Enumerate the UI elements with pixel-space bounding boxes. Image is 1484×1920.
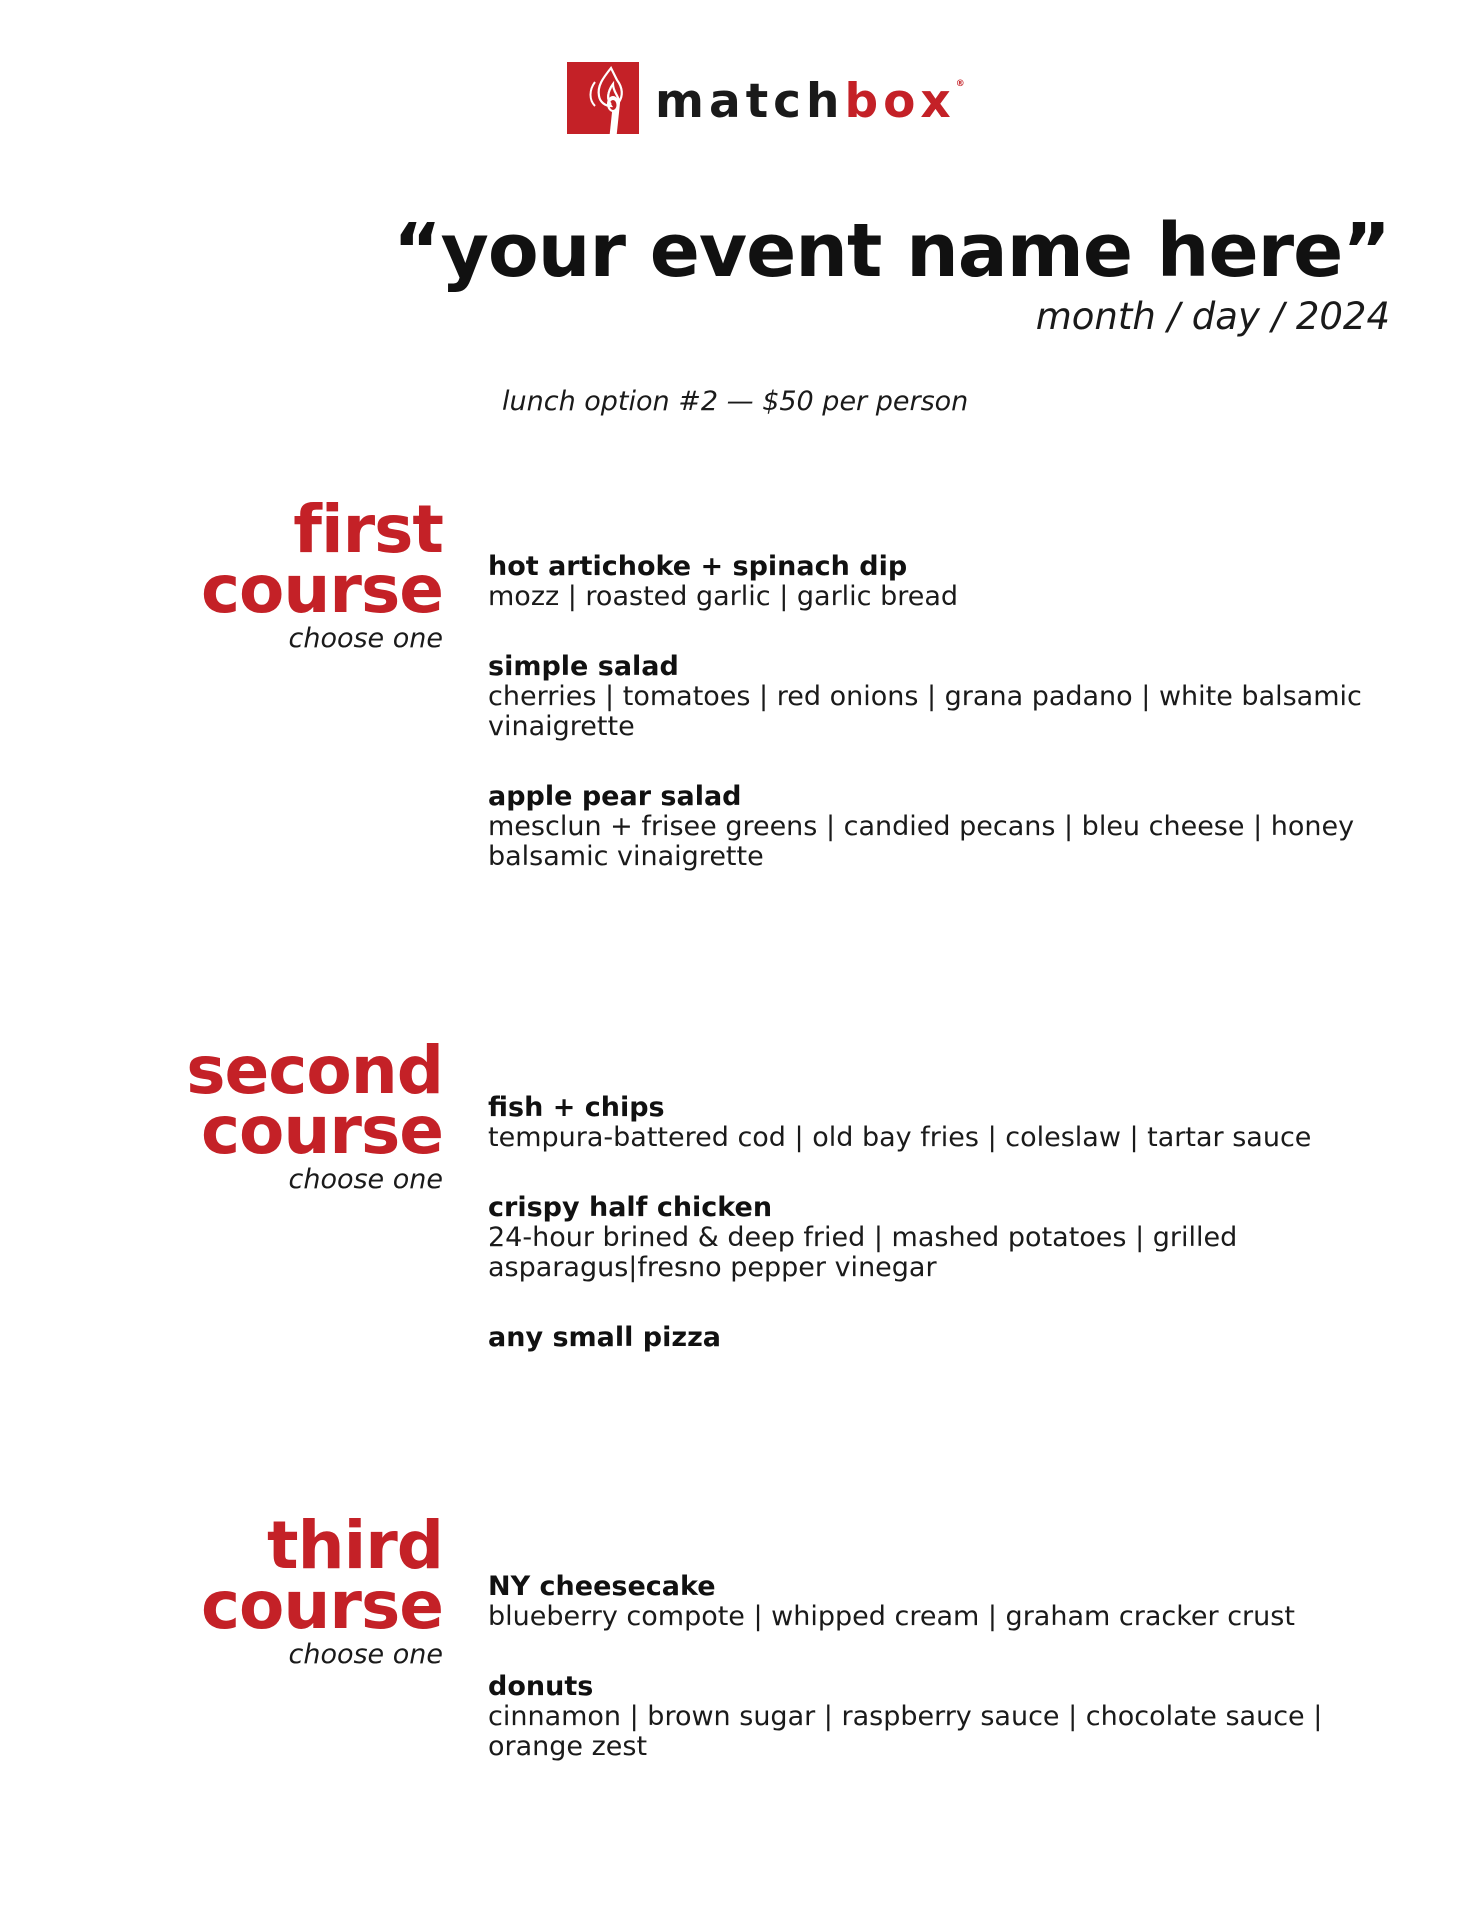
menu-item-name: donuts: [488, 1671, 594, 1702]
course-subtitle: choose one: [288, 1639, 443, 1670]
course-name: third: [267, 1507, 443, 1584]
menu-item: [488, 652, 1408, 742]
course-items: [488, 552, 1408, 912]
menu-item: [488, 782, 1408, 872]
menu-item: [488, 1672, 1408, 1762]
course-subtitle: choose one: [288, 1164, 443, 1195]
menu-item-desc: mozz | roasted garlic | garlic bread: [488, 581, 959, 612]
menu-item-name: hot artichoke + spinach dip: [488, 551, 908, 582]
menu-item: [488, 1572, 1408, 1632]
menu-item-desc: cinnamon | brown sugar | raspberry sauce | chocolate sauce | orange zest: [488, 1701, 1323, 1762]
course-label: course: [200, 1092, 443, 1169]
menu-item: [488, 1193, 1408, 1283]
course-name: second: [186, 1032, 443, 1109]
registered-mark: ®: [955, 78, 965, 89]
course-heading: [186, 1032, 443, 1197]
menu-item-desc: 24-hour brined & deep fried | mashed potatoes | grilled asparagus|fresno pepper vinegar: [488, 1222, 1238, 1283]
menu-item-name: crispy half chicken: [488, 1192, 773, 1223]
menu-item-name: apple pear salad: [488, 781, 742, 812]
matchbox-flame-icon: [567, 62, 639, 134]
menu-item-name: any small pizza: [488, 1322, 722, 1353]
menu-item-desc: tempura-battered cod | old bay fries | coleslaw | tartar sauce: [488, 1122, 1312, 1153]
course-label: course: [200, 1567, 443, 1644]
menu-item: [488, 552, 1408, 612]
brand-wordmark: [655, 73, 965, 129]
course-heading: [200, 491, 443, 656]
menu-item: [488, 1323, 1408, 1353]
menu-item-name: simple salad: [488, 651, 679, 682]
menu-item: [488, 1093, 1408, 1153]
menu-item-desc: cherries | tomatoes | red onions | grana padano | white balsamic vinaigrette: [488, 681, 1362, 742]
brand-wordmark-part2: box: [844, 73, 956, 129]
course-heading: [200, 1507, 443, 1672]
menu-item-name: NY cheesecake: [488, 1571, 716, 1602]
menu-item-desc: mesclun + frisee greens | candied pecans | bleu cheese | honey balsamic vinaigrette: [488, 811, 1355, 872]
event-date: month / day / 2024: [1035, 295, 1390, 338]
menu-item-desc: blueberry compote | whipped cream | graham cracker crust: [488, 1601, 1295, 1632]
brand-wordmark-part1: match: [655, 73, 845, 129]
matchbox-logo: [567, 62, 965, 134]
course-items: [488, 1093, 1408, 1393]
course-items: [488, 1572, 1408, 1802]
event-title: “your event name here”: [393, 208, 1390, 294]
course-name: first: [293, 491, 443, 568]
course-subtitle: choose one: [288, 623, 443, 654]
menu-item-name: fish + chips: [488, 1092, 665, 1123]
lunch-option: lunch option #2 — $50 per person: [502, 386, 969, 417]
course-label: course: [200, 551, 443, 628]
